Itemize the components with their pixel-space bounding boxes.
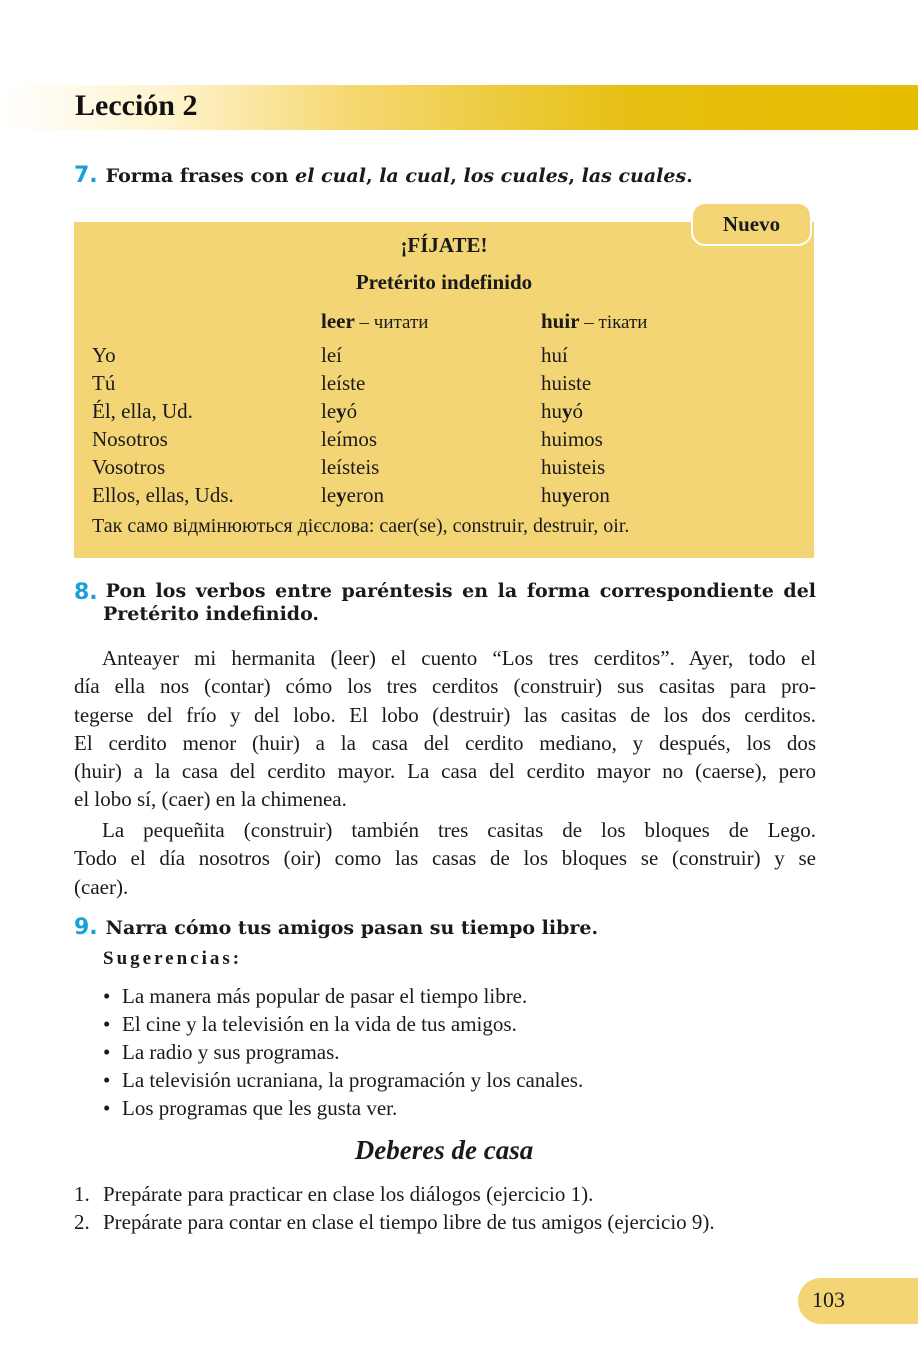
- verb-form: huimos: [541, 427, 603, 451]
- list-item: 1. Prepárate para practicar en clase los diálogos (ejercicio 1).: [74, 1182, 594, 1206]
- exercise-8-paragraph-2: La pequeñita (construir) también tres casitas de los bloques de Lego. Todo el día nosotros (oir) como las casas de los bloques se (construir) y se (caer).: [74, 818, 816, 899]
- homework-title: Deberes de casa: [354, 1135, 534, 1165]
- suggestions-list: [103, 982, 583, 1122]
- grammar-box-heading: ¡FÍJATE!: [400, 233, 488, 257]
- pronoun: Él, ella, Ud.: [92, 399, 193, 423]
- exercise-9-instruction: Narra cómo tus amigos pasan su tiempo libre.: [105, 917, 599, 939]
- exercise-number: 8.: [74, 580, 98, 605]
- list-item: • Los programas que les gusta ver.: [103, 1096, 398, 1120]
- verb-form: leísteis: [321, 455, 380, 479]
- exercise-8-paragraph-1: Anteayer mi hermanita (leer) el cuento “Los tres cerditos”. Ayer, todo el día ella nos (contar) cómo los tres cerditos (construir) sus casitas para pro- tegerse del frío y del lobo. El lobo (destruir) las casitas de los dos cerditos. El cerdito menor (huir) a la casa del cerdito mediano, y después, los dos (huir) a la casa del cerdito mayor. La casa del cerdito mayor no (caerse), pero el lobo sí, (caer) en la chimenea.: [74, 646, 816, 812]
- verb-form: huí: [541, 343, 568, 367]
- exercise-7-heading: [74, 163, 693, 188]
- pronoun: Nosotros: [92, 427, 168, 451]
- exercise-8-instruction-line2: Pretérito indefinido.: [103, 603, 320, 625]
- list-item: • La televisión ucraniana, la programación y los canales.: [103, 1068, 584, 1092]
- verb-form: leyó: [321, 399, 358, 423]
- exercise-8-instruction-line1: Pon los verbos entre paréntesis en la forma correspondiente del: [105, 580, 816, 602]
- exercise-9-heading: [74, 915, 598, 940]
- verb-form: huisteis: [541, 455, 606, 479]
- pronoun: Vosotros: [92, 455, 166, 479]
- leer-forms-column: [321, 341, 384, 509]
- verb-form: huyeron: [541, 483, 610, 507]
- verb-form: huyó: [541, 399, 583, 423]
- verb-form: leíste: [321, 371, 366, 395]
- grammar-box-subheading: Pretérito indefinido: [355, 270, 533, 294]
- exercise-7-instruction: Forma frases con el cual, la cual, los cuales, las cuales.: [105, 165, 693, 187]
- verb-leer-header: leer – читати: [321, 309, 429, 333]
- verb-huir-header: huir – тікати: [541, 309, 648, 333]
- grammar-box: [74, 222, 814, 558]
- verb-form: leyeron: [321, 483, 384, 507]
- suggestions-label: Sugerencias:: [103, 948, 243, 969]
- nuevo-badge: Nuevo: [691, 202, 812, 246]
- list-item: • La radio y sus programas.: [103, 1040, 340, 1064]
- list-item: 2. Prepárate para contar en clase el tiempo libre de tus amigos (ejercicio 9).: [74, 1210, 715, 1234]
- page-number: 103: [812, 1287, 845, 1312]
- verb-form: huiste: [541, 371, 592, 395]
- pronoun: Tú: [92, 371, 116, 395]
- verb-form: leímos: [321, 427, 377, 451]
- verb-form: leí: [321, 343, 342, 367]
- list-item: • La manera más popular de pasar el tiempo libre.: [103, 984, 528, 1008]
- homework-list: [74, 1180, 715, 1236]
- huir-forms-column: [541, 341, 610, 509]
- pronoun-column: [92, 341, 234, 509]
- exercise-8-heading: [74, 580, 816, 625]
- lesson-title: Lección 2: [75, 89, 198, 122]
- exercise-number: 9.: [74, 915, 98, 940]
- grammar-box-note: Так само відмінюються дієслова: caer(se), construir, destruir, oir.: [92, 515, 630, 537]
- list-item: • El cine y la televisión en la vida de tus amigos.: [103, 1012, 517, 1036]
- exercise-number: 7.: [74, 163, 98, 188]
- pronoun: Yo: [92, 343, 116, 367]
- pronoun: Ellos, ellas, Uds.: [92, 483, 234, 507]
